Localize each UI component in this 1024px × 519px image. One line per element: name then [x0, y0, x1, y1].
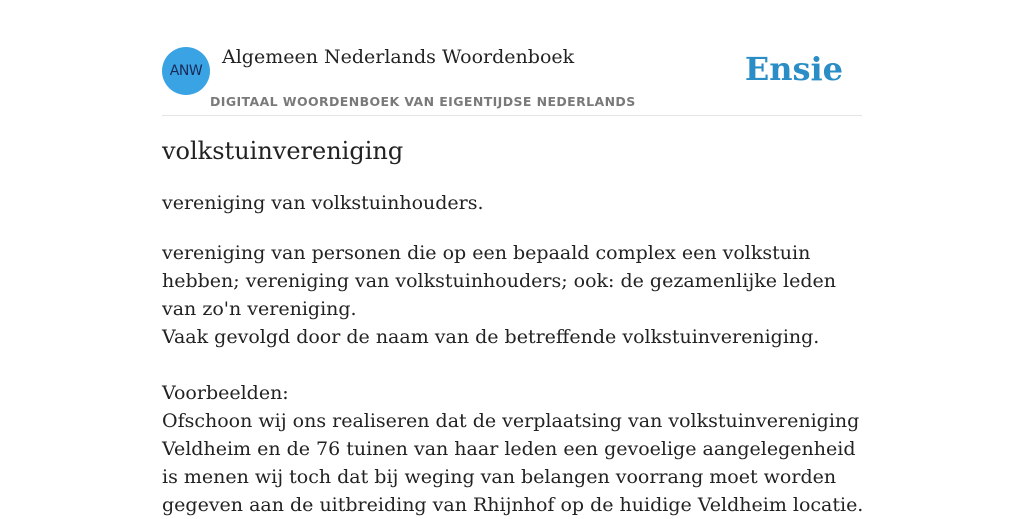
definition-body — [162, 239, 867, 519]
paragraph-spacer — [162, 351, 867, 379]
examples-label: Voorbeelden: — [162, 382, 289, 404]
anw-logo[interactable] — [162, 47, 210, 95]
example-sentence: Ofschoon wij ons realiseren dat de verplaatsing van volkstuinvereniging Veldheim en de 76 tuinen van haar leden een gevoelige aangelegenheid is menen wij toch dat bij weging van belangen voorrang moet worden gegeven aan de uitbreiding van Rhijnhof op de huidige Veldheim locatie. — [162, 410, 864, 516]
site-subtitle: DIGITAAL WOORDENBOEK VAN EIGENTIJDSE NEDERLANDS — [210, 94, 636, 109]
site-title[interactable]: Algemeen Nederlands Woordenboek — [222, 46, 575, 68]
long-definition: vereniging van personen die op een bepaald complex een volkstuin hebben; vereniging van volkstuinhouders; ook: de gezamenlijke leden van zo'n vereniging. — [162, 242, 836, 320]
ensie-brand-logo[interactable]: Ensie — [744, 50, 843, 88]
usage-note: Vaak gevolgd door de naam van de betreffende volkstuinvereniging. — [162, 326, 820, 348]
page — [162, 0, 864, 516]
logo-text: ANW — [169, 63, 203, 79]
site-header — [162, 0, 862, 116]
headword: volkstuinvereniging — [162, 137, 404, 165]
short-definition: vereniging van volkstuinhouders. — [162, 192, 484, 214]
